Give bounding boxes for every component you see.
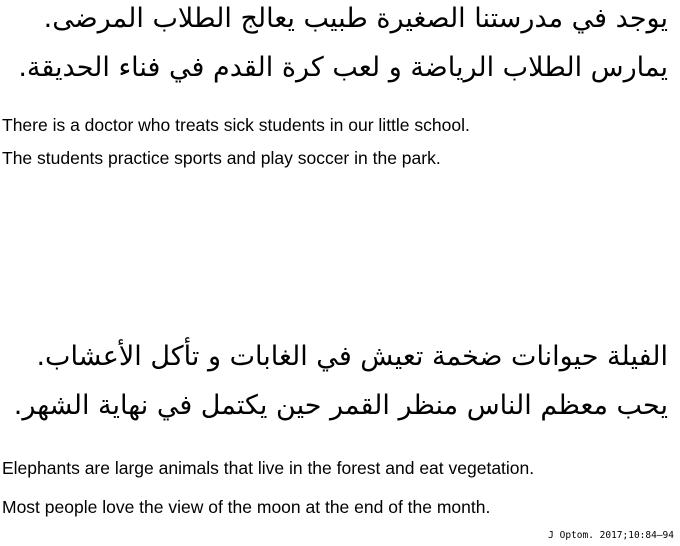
journal-citation: J Optom. 2017;10:84–94: [548, 530, 674, 541]
english-sentence-2: The students practice sports and play soccer in the park.: [2, 148, 441, 168]
arabic-sentence-3: الفيلة حيوانات ضخمة تعيش في الغابات و تأكل الأعشاب.: [36, 341, 668, 372]
english-sentence-3: Elephants are large animals that live in the forest and eat vegetation.: [2, 458, 535, 478]
english-sentence-1: There is a doctor who treats sick students in our little school.: [2, 115, 470, 135]
arabic-sentence-1: يوجد في مدرستنا الصغيرة طبيب يعالج الطلاب المرضى.: [43, 3, 668, 34]
arabic-sentence-4: يحب معظم الناس منظر القمر حين يكتمل في نهاية الشهر.: [13, 390, 668, 421]
english-sentence-4: Most people love the view of the moon at the end of the month.: [2, 497, 491, 517]
arabic-sentence-2: يمارس الطلاب الرياضة و لعب كرة القدم في فناء الحديقة.: [18, 52, 668, 83]
